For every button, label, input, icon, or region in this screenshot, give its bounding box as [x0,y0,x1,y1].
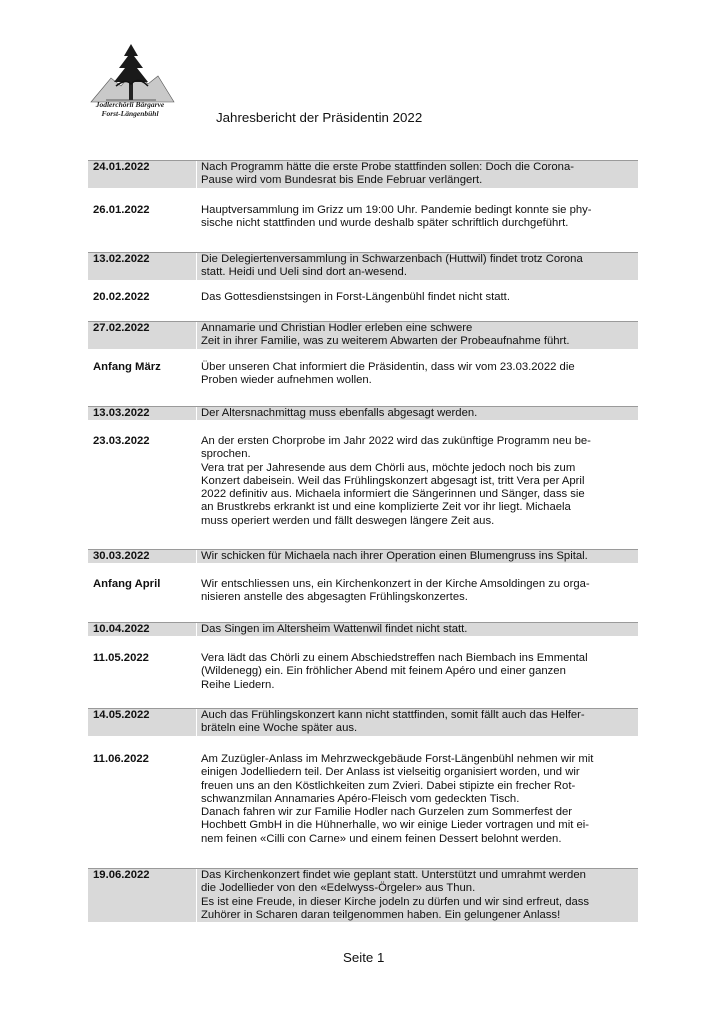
entry-text-line: Es ist eine Freude, in dieser Kirche jodeln zu dürfen und wir sind erfreut, dass [201,895,590,908]
entry-text-line: Vera trat per Jahresende aus dem Chörli aus, möchte jedoch noch bis zum [201,461,576,474]
report-entry [88,708,638,736]
choir-logo-wordmark [80,100,180,118]
entry-text [196,869,638,922]
entry-text-line: An der ersten Chorprobe im Jahr 2022 wird das zukünftige Programm neu be- [201,435,591,447]
entry-text [196,578,638,605]
entry-text [196,709,638,736]
entry-text-line: 2022 definitiv aus. Michaela informiert die Sängerinnen und Sänger, dass sie [201,488,585,501]
entry-date: Anfang März [93,361,161,373]
report-entry [88,361,638,388]
entry-date: 24.01.2022 [88,161,196,188]
entry-text-line: Annamarie und Christian Hodler erleben eine schwere [201,322,473,334]
page-title: Jahresbericht der Präsidentin 2022 [216,110,423,125]
entry-text-line: einigen Jodelliedern teil. Der Anlass ist vielseitig organisiert worden, und wir [201,766,580,779]
entry-text [196,361,638,388]
entry-text-line: Konzert dabeisein. Weil das Frühlingskonzert abgesagt ist, tritt Vera per April [201,474,585,487]
entry-text [196,161,638,188]
entry-text-line: (Wildenegg) ein. Ein fröhlicher Abend mit feinem Apéro und einer ganzen [201,665,566,678]
entry-text [196,623,638,636]
report-entry [88,291,638,304]
report-entry [88,622,638,636]
entry-text-line: Proben wieder aufnehmen wollen. [201,374,372,387]
entry-date: 20.02.2022 [93,291,150,303]
page-number: Seite 1 [343,950,385,965]
entry-text-line: Danach fahren wir zur Familie Hodler nach Gurzelen zum Sommerfest der [201,806,573,819]
entry-date: 11.05.2022 [93,652,149,664]
entry-text-line: Das Singen im Altersheim Wattenwil findet nicht statt. [201,623,468,635]
entry-text [196,435,638,528]
entry-date: 14.05.2022 [88,709,196,736]
entry-text [196,204,638,231]
entry-text-line: Vera lädt das Chörli zu einem Abschiedstreffen nach Biembach ins Emmental [201,652,588,664]
entry-text-line: die Jodellieder von den «Edelwyss-Örgeler» aus Thun. [201,882,476,895]
report-entry [88,652,638,692]
entry-text-line: Wir schicken für Michaela nach ihrer Operation einen Blumengruss ins Spital. [201,550,588,562]
entry-text-line: Auch das Frühlingskonzert kann nicht stattfinden, somit fällt auch das Helfer- [201,709,585,721]
entry-text-line: Pause wird vom Bundesrat bis Ende Februar verlängert. [201,174,483,187]
entry-date: Anfang April [93,578,161,590]
entry-text-line: Wir entschliessen uns, ein Kirchenkonzert in der Kirche Amsoldingen zu orga- [201,578,590,590]
entry-text-line: an Brustkrebs erkrankt ist und eine komplizierte Zeit vor ihr liegt. Michaela [201,501,571,514]
entry-text-line: Zuhörer in Scharen daran teilgenommen haben. Ein gelungener Anlass! [201,908,561,921]
report-entry [88,868,638,922]
entry-text-line: muss operiert werden und fällt deswegen längere Zeit aus. [201,514,495,527]
report-entry [88,160,638,188]
report-entry [88,435,638,528]
entry-text-line: sische nicht stattfinden und wurde deshalb später schriftlich durchgeführt. [201,217,569,230]
entry-text [196,322,638,349]
entry-text-line: Nach Programm hätte die erste Probe stattfinden sollen: Doch die Corona- [201,161,574,173]
entry-text-line: sprochen. [201,448,251,461]
entry-date: 30.03.2022 [88,550,196,563]
entry-date: 26.01.2022 [93,204,150,216]
entry-date: 13.02.2022 [88,253,196,280]
entry-text-line: Das Kirchenkonzert findet wie geplant statt. Unterstützt und umrahmt werden [201,869,586,881]
entry-text-line: Reihe Liedern. [201,678,275,691]
entry-text-line: Zeit in ihrer Familie, was zu weiterem Abwarten der Probeaufnahme führt. [201,335,570,348]
report-entry [88,204,638,231]
entry-date: 10.04.2022 [88,623,196,636]
entry-text [196,550,638,563]
logo-name: Jodlerchörli Bärgarve [95,100,165,109]
report-entry [88,549,638,563]
entry-text [196,753,638,846]
entry-date: 13.03.2022 [88,407,196,420]
entry-date: 27.02.2022 [88,322,196,349]
entry-date: 19.06.2022 [88,869,196,922]
entry-date: 23.03.2022 [93,435,150,447]
entry-text-line: schwanzmilan Annamaries Apéro-Fleisch vom gedeckten Tisch. [201,792,520,805]
entry-text-line: Der Altersnachmittag muss ebenfalls abgesagt werden. [201,407,478,419]
entry-text-line: Am Zuzügler-Anlass im Mehrzweckgebäude Forst-Längenbühl nehmen wir mit [201,753,594,765]
report-entry [88,321,638,349]
entry-text-line: freuen uns an den Köstlichkeiten zum Zvieri. Dabei stipizte ein frecher Rot- [201,779,576,792]
report-entry [88,753,638,846]
entry-text-line: statt. Heidi und Ueli sind dort an-wesend. [201,266,407,279]
entry-text [196,253,638,280]
entry-text-line: nisieren anstelle des abgesagten Frühlingskonzertes. [201,591,468,604]
tree-mountain-icon [86,42,176,104]
entry-text-line: bräteln eine Woche später aus. [201,722,358,735]
entry-date: 11.06.2022 [93,753,149,765]
entry-text-line: Über unseren Chat informiert die Präsidentin, dass wir vom 23.03.2022 die [201,361,575,373]
entry-text-line: nem feinen «Cilli con Carne» und einem feinen Dessert belohnt werden. [201,832,562,845]
entry-text [196,291,638,304]
entry-text-line: Hauptversammlung im Grizz um 19:00 Uhr. Pandemie bedingt konnte sie phy- [201,204,592,216]
report-entry [88,406,638,420]
entry-text-line: Das Gottesdienstsingen in Forst-Längenbühl findet nicht statt. [201,291,510,303]
report-entry [88,578,638,605]
entry-text-line: Die Delegiertenversammlung in Schwarzenbach (Huttwil) findet trotz Corona [201,253,583,265]
entry-text-line: Hochbett GmbH in die Hühnerhalle, wo wir einige Lieder vortragen und mit ei- [201,819,590,832]
entry-text [196,652,638,692]
report-entry [88,252,638,280]
logo-location: Forst-Längenbühl [101,109,159,118]
entry-text [196,407,638,420]
